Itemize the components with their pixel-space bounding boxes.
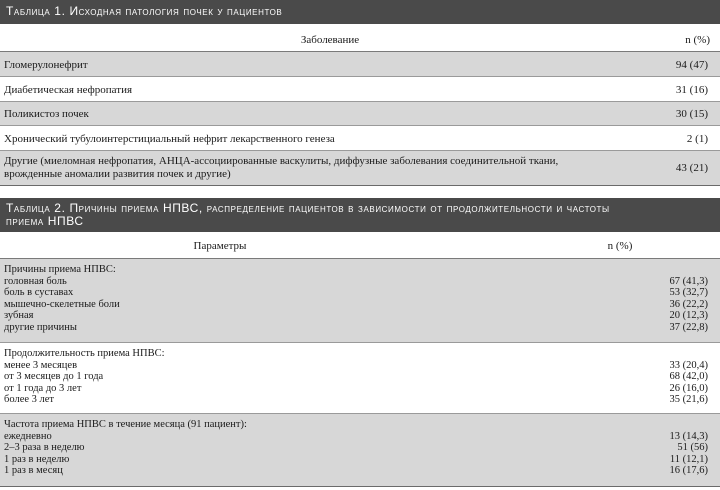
table1-row-label: Диабетическая нефропатия (4, 84, 133, 96)
table2-group-heading: Причины приема НПВС: (4, 264, 116, 275)
table2-item-label: менее 3 месяцев (4, 359, 78, 371)
table1-row (0, 77, 720, 101)
table2-item-value: 20 (12,3) (669, 310, 708, 322)
table1-header-disease: Заболевание (300, 34, 360, 46)
table2-item-label: более 3 лет (4, 394, 55, 406)
table1-row-value: 94 (47) (675, 59, 708, 71)
table1-header-n: n (%) (685, 34, 710, 46)
table2-header-params: Параметры (193, 240, 247, 252)
table1-row (0, 151, 720, 185)
table2-item-label: головная боль (4, 275, 67, 287)
table2-item-value: 33 (20,4) (669, 359, 708, 371)
table1-row-label: Гломерулонефрит (4, 59, 88, 71)
table1-row-value: 2 (1) (686, 133, 708, 145)
table1-row (0, 126, 720, 150)
table2-item-value: 16 (17,6) (669, 465, 708, 477)
table2-item-value: 68 (42,0) (669, 371, 708, 383)
table2-item-value: 36 (22,2) (669, 298, 708, 310)
table2-item-value: 35 (21,6) (669, 394, 708, 406)
table2-group-reasons (0, 259, 720, 342)
table2-item-value: 67 (41,3) (669, 275, 708, 287)
table2-item-value: 11 (12,1) (669, 453, 708, 465)
table2-item-value: 26 (16,0) (669, 382, 708, 394)
table2-item-label: ежедневно (4, 430, 52, 442)
table1-title: Таблица 1. Исходная патология почек у пациентов (0, 0, 720, 24)
table1-header-row (0, 25, 720, 52)
table2-item-value: 53 (32,7) (669, 287, 708, 299)
table2-item-label: зубная (4, 310, 34, 322)
table1-row (0, 102, 720, 125)
table2-item-label: другие причины (4, 321, 77, 333)
table2-title-line1: Таблица 2. Причины приема НПВС, распределение пациентов в зависимости от продолжительности и частоты (6, 201, 610, 215)
table2-title-line2: приема НПВС (6, 214, 84, 228)
table1-row-value: 43 (21) (675, 162, 708, 174)
table1-row-label: Другие (миеломная нефропатия, АНЦА-ассоциированные васкулиты, диффузные заболевания соединительной ткани, (4, 155, 559, 167)
table2-group-frequency (0, 414, 720, 486)
table2-item-value: 13 (14,3) (669, 430, 708, 442)
table1-row-value: 31 (16) (675, 84, 708, 96)
table1-row-label: Поликистоз почек (4, 108, 89, 120)
table2-item-label: 2–3 раза в неделю (4, 442, 85, 454)
table2-group-duration (0, 343, 720, 413)
table1-row-label: Хронический тубулоинтерстициальный нефрит лекарственного генеза (4, 133, 335, 145)
table2-item-label: 1 раз в месяц (4, 465, 63, 477)
table1-row (0, 52, 720, 76)
table1-row-value: 30 (15) (675, 108, 708, 120)
table2-item-value: 51 (56) (677, 442, 708, 454)
table2-item-label: мышечно-скелетные боли (4, 298, 120, 310)
table2-title (0, 198, 720, 232)
table2-item-label: от 1 года до 3 лет (4, 382, 82, 394)
table2-group-heading: Продолжительность приема НПВС: (4, 348, 165, 359)
table2-item-value: 37 (22,8) (669, 321, 708, 333)
table2-item-label: от 3 месяцев до 1 года (4, 371, 104, 383)
table2-header-row (0, 233, 720, 259)
table1-row-label: врожденные аномалии развития почек и другие) (4, 168, 231, 180)
table2-header-n: n (%) (607, 240, 633, 252)
table2-item-label: боль в суставах (4, 287, 74, 299)
table2-bottom-border (0, 486, 720, 487)
table2-group-heading: Частота приема НПВС в течение месяца (91 пациент): (4, 419, 247, 430)
table1-bottom-border (0, 185, 720, 186)
table2-item-label: 1 раз в неделю (4, 453, 70, 465)
